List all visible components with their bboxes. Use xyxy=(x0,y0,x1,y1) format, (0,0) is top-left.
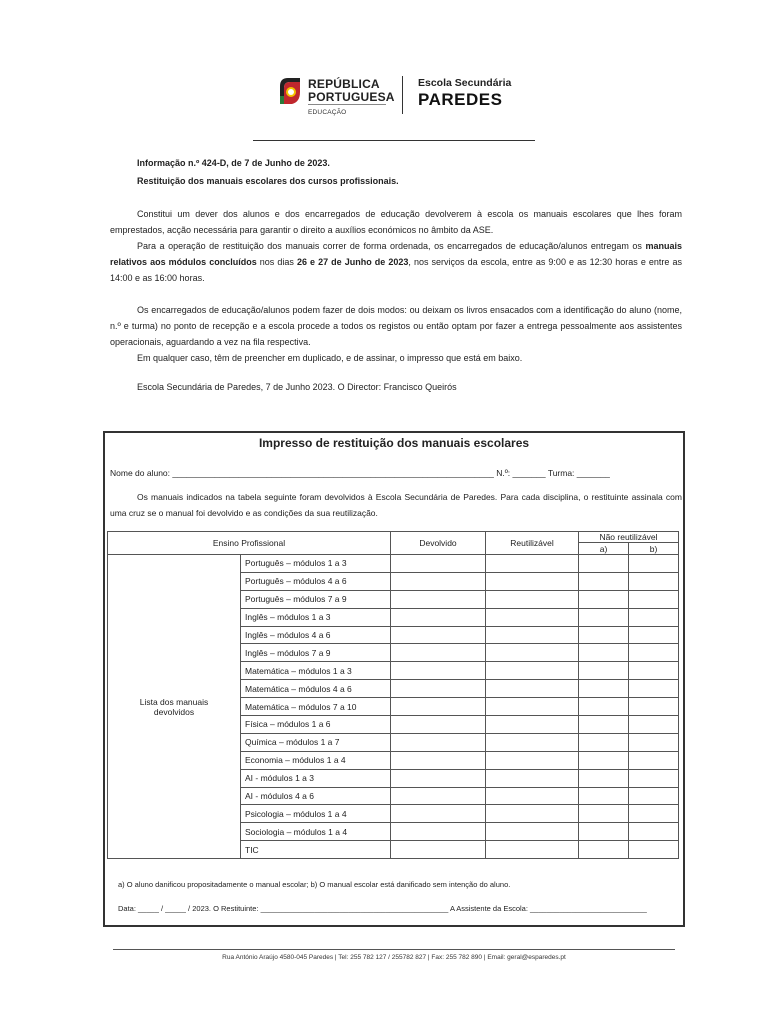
nao-reutilizavel-b-checkbox-cell[interactable] xyxy=(629,662,679,680)
manual-label: AI - módulos 4 a 6 xyxy=(241,787,391,805)
nao-reutilizavel-a-checkbox-cell[interactable] xyxy=(579,769,629,787)
nao-reutilizavel-b-checkbox-cell[interactable] xyxy=(629,572,679,590)
reutilizavel-checkbox-cell[interactable] xyxy=(486,590,579,608)
manual-label: Inglês – módulos 7 a 9 xyxy=(241,644,391,662)
nao-reutilizavel-a-checkbox-cell[interactable] xyxy=(579,841,629,859)
reutilizavel-checkbox-cell[interactable] xyxy=(486,751,579,769)
reutilizavel-checkbox-cell[interactable] xyxy=(486,608,579,626)
nao-reutilizavel-b-checkbox-cell[interactable] xyxy=(629,787,679,805)
reutilizavel-checkbox-cell[interactable] xyxy=(486,769,579,787)
nao-reutilizavel-a-checkbox-cell[interactable] xyxy=(579,733,629,751)
nao-reutilizavel-a-checkbox-cell[interactable] xyxy=(579,680,629,698)
paragraph-2: Para a operação de restituição dos manuais correr de forma ordenada, os encarregados de educação/alunos entregam os manuais relativos aos módulos concluídos nos dias 26 e 27 de Junho de 2023, nos serviços da escola, entre as 9:00 e as 12:30 horas e entre as 14:00 e as 16:00 horas. xyxy=(110,241,682,283)
manual-label: Inglês – módulos 4 a 6 xyxy=(241,626,391,644)
devolvido-checkbox-cell[interactable] xyxy=(391,841,486,859)
nao-reutilizavel-b-checkbox-cell[interactable] xyxy=(629,805,679,823)
table-row xyxy=(108,555,679,573)
nao-reutilizavel-a-checkbox-cell[interactable] xyxy=(579,644,629,662)
nao-reutilizavel-a-checkbox-cell[interactable] xyxy=(579,823,629,841)
reutilizavel-checkbox-cell[interactable] xyxy=(486,841,579,859)
devolvido-checkbox-cell[interactable] xyxy=(391,555,486,573)
paragraph-4: Em qualquer caso, têm de preencher em duplicado, e de assinar, o impresso que está em baixo. xyxy=(137,353,523,363)
manual-label: Português – módulos 7 a 9 xyxy=(241,590,391,608)
form-intro: Os manuais indicados na tabela seguinte foram devolvidos à Escola Secundária de Paredes. Para cada disciplina, o restituinte assinala com uma cruz se o manual foi devolvido e as condições da sua reutilização. xyxy=(110,492,682,518)
nao-reutilizavel-b-checkbox-cell[interactable] xyxy=(629,841,679,859)
nao-reutilizavel-a-checkbox-cell[interactable] xyxy=(579,555,629,573)
devolvido-checkbox-cell[interactable] xyxy=(391,698,486,716)
nao-reutilizavel-a-checkbox-cell[interactable] xyxy=(579,716,629,734)
nao-reutilizavel-b-checkbox-cell[interactable] xyxy=(629,608,679,626)
nao-reutilizavel-b-checkbox-cell[interactable] xyxy=(629,698,679,716)
info-title-2: Restituição dos manuais escolares dos cursos profissionais. xyxy=(137,176,399,186)
nao-reutilizavel-a-checkbox-cell[interactable] xyxy=(579,626,629,644)
escola-secundaria-text: Escola Secundária xyxy=(418,77,512,89)
header-col-b: b) xyxy=(629,543,679,555)
header-nao-reutilizavel: Não reutilizável xyxy=(579,532,679,543)
form-title: Impresso de restituição dos manuais escolares xyxy=(258,436,530,450)
educacao-text: EDUCAÇÃO xyxy=(308,109,347,116)
devolvido-checkbox-cell[interactable] xyxy=(391,716,486,734)
reutilizavel-checkbox-cell[interactable] xyxy=(486,555,579,573)
devolvido-checkbox-cell[interactable] xyxy=(391,608,486,626)
nao-reutilizavel-a-checkbox-cell[interactable] xyxy=(579,787,629,805)
header-ensino-profissional: Ensino Profissional xyxy=(108,532,391,555)
manual-label: Português – módulos 4 a 6 xyxy=(241,572,391,590)
nao-reutilizavel-b-checkbox-cell[interactable] xyxy=(629,751,679,769)
devolvido-checkbox-cell[interactable] xyxy=(391,662,486,680)
nao-reutilizavel-a-checkbox-cell[interactable] xyxy=(579,698,629,716)
nao-reutilizavel-b-checkbox-cell[interactable] xyxy=(629,590,679,608)
group-label-cell: Lista dos manuais devolvidos xyxy=(108,555,241,859)
devolvido-checkbox-cell[interactable] xyxy=(391,751,486,769)
nao-reutilizavel-b-checkbox-cell[interactable] xyxy=(629,680,679,698)
reutilizavel-checkbox-cell[interactable] xyxy=(486,662,579,680)
footer-address: Rua António Araújo 4580-045 Paredes | Tel: 255 782 127 / 255782 827 | Fax: 255 782 890 | Email: geral@esparedes.pt xyxy=(222,954,566,961)
manual-label: Matemática – módulos 7 a 10 xyxy=(241,698,391,716)
nao-reutilizavel-b-checkbox-cell[interactable] xyxy=(629,733,679,751)
manual-label: TIC xyxy=(241,841,391,859)
student-name-field[interactable]: Nome do aluno: ____________________________________________________________________ N.º: _______ Turma: _______ xyxy=(110,468,610,478)
paragraph-1: Constitui um dever dos alunos e dos encarregados de educação devolverem à escola os manuais escolares que lhes foram emprestados, acção necessária para garantir o direito a auxílios económicos no âmbito da ASE. xyxy=(110,209,682,235)
republica-emblem-icon xyxy=(278,76,302,106)
devolvido-checkbox-cell[interactable] xyxy=(391,644,486,662)
manual-label: Química – módulos 1 a 7 xyxy=(241,733,391,751)
reutilizavel-checkbox-cell[interactable] xyxy=(486,787,579,805)
header-reutilizavel: Reutilizável xyxy=(486,532,579,555)
reutilizavel-checkbox-cell[interactable] xyxy=(486,698,579,716)
header-col-a: a) xyxy=(579,543,629,555)
nao-reutilizavel-a-checkbox-cell[interactable] xyxy=(579,590,629,608)
nao-reutilizavel-a-checkbox-cell[interactable] xyxy=(579,608,629,626)
logo-divider xyxy=(308,104,386,105)
manual-label: Português – módulos 1 a 3 xyxy=(241,555,391,573)
paredes-text: PAREDES xyxy=(418,90,503,109)
devolvido-checkbox-cell[interactable] xyxy=(391,572,486,590)
header-logos xyxy=(278,74,518,124)
nao-reutilizavel-b-checkbox-cell[interactable] xyxy=(629,769,679,787)
returns-table xyxy=(107,531,679,859)
manual-label: Matemática – módulos 4 a 6 xyxy=(241,680,391,698)
reutilizavel-checkbox-cell[interactable] xyxy=(486,680,579,698)
reutilizavel-checkbox-cell[interactable] xyxy=(486,823,579,841)
nao-reutilizavel-b-checkbox-cell[interactable] xyxy=(629,644,679,662)
manual-label: Economia – módulos 1 a 4 xyxy=(241,751,391,769)
reutilizavel-checkbox-cell[interactable] xyxy=(486,716,579,734)
reutilizavel-checkbox-cell[interactable] xyxy=(486,644,579,662)
reutilizavel-checkbox-cell[interactable] xyxy=(486,572,579,590)
nao-reutilizavel-a-checkbox-cell[interactable] xyxy=(579,662,629,680)
devolvido-checkbox-cell[interactable] xyxy=(391,823,486,841)
reutilizavel-checkbox-cell[interactable] xyxy=(486,805,579,823)
nao-reutilizavel-b-checkbox-cell[interactable] xyxy=(629,823,679,841)
devolvido-checkbox-cell[interactable] xyxy=(391,805,486,823)
reutilizavel-checkbox-cell[interactable] xyxy=(486,733,579,751)
devolvido-checkbox-cell[interactable] xyxy=(391,680,486,698)
damage-note: a) O aluno danificou propositadamente o manual escolar; b) O manual escolar está danificado sem intenção do aluno. xyxy=(118,880,511,889)
nao-reutilizavel-b-checkbox-cell[interactable] xyxy=(629,716,679,734)
manual-label: Física – módulos 1 a 6 xyxy=(241,716,391,734)
devolvido-checkbox-cell[interactable] xyxy=(391,787,486,805)
nao-reutilizavel-a-checkbox-cell[interactable] xyxy=(579,572,629,590)
header-devolvido: Devolvido xyxy=(391,532,486,555)
nao-reutilizavel-a-checkbox-cell[interactable] xyxy=(579,805,629,823)
nao-reutilizavel-b-checkbox-cell[interactable] xyxy=(629,626,679,644)
paragraph-3: Os encarregados de educação/alunos podem fazer de dois modos: ou deixam os livros ensacados com a identificação do aluno (nome, n.º e turma) no ponto de recepção e a escola procede a todos os registos ou então optam por fazer a entrega pessoalmente aos assistentes operacionais, aguardando a vez na fila respectiva. xyxy=(110,305,682,347)
manual-label: Inglês – módulos 1 a 3 xyxy=(241,608,391,626)
date-signature-field[interactable]: Data: _____ / _____ / 2023. O Restituinte: _____________________________________________ A Assistente da Escola: ____________________________ xyxy=(118,904,647,913)
header-rule xyxy=(253,140,535,141)
nao-reutilizavel-a-checkbox-cell[interactable] xyxy=(579,751,629,769)
devolvido-checkbox-cell[interactable] xyxy=(391,733,486,751)
devolvido-checkbox-cell[interactable] xyxy=(391,769,486,787)
signature-line: Escola Secundária de Paredes, 7 de Junho 2023. O Director: Francisco Queirós xyxy=(137,382,457,392)
devolvido-checkbox-cell[interactable] xyxy=(391,626,486,644)
manual-label: Psicologia – módulos 1 a 4 xyxy=(241,805,391,823)
info-title-1: Informação n.º 424-D, de 7 de Junho de 2023. xyxy=(137,158,330,168)
manual-label: Sociologia – módulos 1 a 4 xyxy=(241,823,391,841)
footer-rule xyxy=(113,949,675,950)
manual-label: Matemática – módulos 1 a 3 xyxy=(241,662,391,680)
nao-reutilizavel-b-checkbox-cell[interactable] xyxy=(629,555,679,573)
reutilizavel-checkbox-cell[interactable] xyxy=(486,626,579,644)
manual-label: AI - módulos 1 a 3 xyxy=(241,769,391,787)
devolvido-checkbox-cell[interactable] xyxy=(391,590,486,608)
republica-portuguesa-text: REPÚBLICA PORTUGUESA xyxy=(308,77,395,104)
logo-separator xyxy=(402,76,403,114)
